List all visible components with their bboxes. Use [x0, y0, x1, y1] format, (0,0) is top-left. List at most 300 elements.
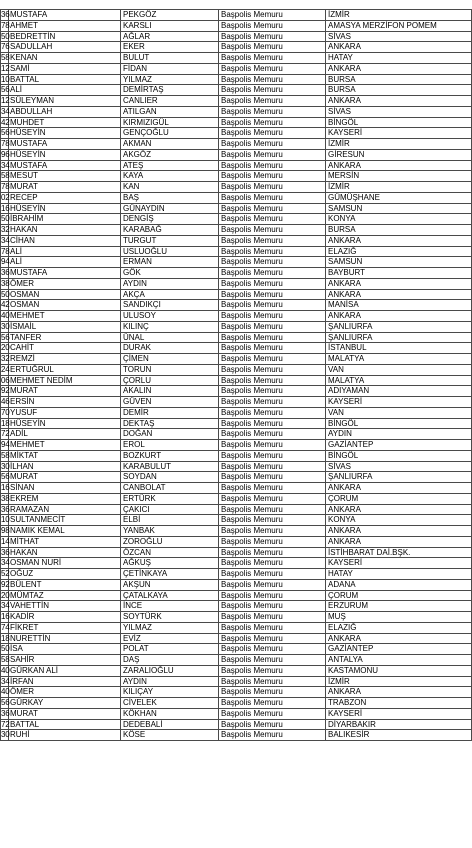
last-name-cell: ÇORLU — [121, 375, 219, 386]
table-row — [1, 63, 472, 74]
table-row — [1, 397, 472, 408]
row-id-cell: 56 — [1, 332, 10, 342]
first-name-cell: CİHAN — [9, 235, 121, 246]
rank-cell: Başpolis Memuru — [219, 343, 326, 354]
row-id-cell: 58 — [1, 450, 10, 460]
unit-cell: GAZİANTEP — [326, 440, 472, 451]
rank-cell: Başpolis Memuru — [219, 450, 326, 461]
unit-cell: ADIYAMAN — [326, 386, 472, 397]
first-name-cell: SAHİR — [9, 655, 121, 666]
table-row — [1, 386, 472, 397]
row-id-cell: 06 — [1, 375, 10, 385]
rank-cell: Başpolis Memuru — [219, 461, 326, 472]
unit-cell: ANKARA — [326, 160, 472, 171]
unit-cell: GİRESUN — [326, 149, 472, 160]
unit-cell: ADANA — [326, 579, 472, 590]
unit-cell: MUŞ — [326, 612, 472, 623]
first-name-cell: HAKAN — [9, 547, 121, 558]
unit-cell: ANKARA — [326, 278, 472, 289]
row-id-cell: 12 — [1, 96, 10, 105]
row-id-cell: 32 — [1, 354, 10, 363]
unit-cell: KAYSERİ — [326, 397, 472, 408]
unit-cell: BURSA — [326, 85, 472, 96]
row-id-cell: 34 — [1, 106, 10, 116]
row-id-cell: 34 — [1, 558, 10, 568]
rank-cell: Başpolis Memuru — [219, 386, 326, 397]
row-id-cell: 34 — [1, 160, 10, 170]
row-id-cell: 18 — [1, 418, 10, 428]
last-name-cell: SANDIKÇI — [121, 300, 219, 311]
first-name-cell: BÜLENT — [9, 579, 121, 590]
unit-cell: KONYA — [326, 515, 472, 526]
rank-cell: Başpolis Memuru — [219, 311, 326, 322]
first-name-cell: ABDULLAH — [9, 106, 121, 117]
first-name-cell: BATTAL — [9, 719, 121, 730]
unit-cell: ÇORUM — [326, 590, 472, 601]
table-row — [1, 536, 472, 547]
table-row — [1, 730, 472, 741]
row-id-cell: 46 — [1, 397, 10, 406]
rank-cell: Başpolis Memuru — [219, 289, 326, 300]
table-row — [1, 300, 472, 311]
row-id-cell: 30 — [1, 730, 10, 740]
unit-cell: ANKARA — [326, 42, 472, 53]
last-name-cell: AYDIN — [121, 278, 219, 289]
rank-cell: Başpolis Memuru — [219, 139, 326, 150]
unit-cell: ŞANLIURFA — [326, 321, 472, 332]
table-row — [1, 579, 472, 590]
last-name-cell: CANLIER — [121, 96, 219, 107]
unit-cell: BALIKESİR — [326, 730, 472, 741]
table-row — [1, 257, 472, 268]
unit-cell: ANKARA — [326, 311, 472, 322]
last-name-cell: EKER — [121, 42, 219, 53]
unit-cell: ANKARA — [326, 526, 472, 537]
first-name-cell: MEHMET — [9, 311, 121, 322]
table-row — [1, 128, 472, 139]
first-name-cell: RUHİ — [9, 730, 121, 741]
row-id-cell: 20 — [1, 590, 10, 600]
first-name-cell: OĞUZ — [9, 569, 121, 580]
rank-cell: Başpolis Memuru — [219, 63, 326, 74]
unit-cell: BAYBURT — [326, 268, 472, 279]
rank-cell: Başpolis Memuru — [219, 364, 326, 375]
unit-cell: HATAY — [326, 53, 472, 64]
row-id-cell: 42 — [1, 117, 10, 127]
first-name-cell: ALİ — [9, 257, 121, 268]
row-id-cell: 32 — [1, 225, 10, 234]
row-id-cell: 52 — [1, 569, 10, 578]
first-name-cell: CAHİT — [9, 343, 121, 354]
first-name-cell: MUSTAFA — [9, 139, 121, 150]
rank-cell: Başpolis Memuru — [219, 515, 326, 526]
first-name-cell: ÖMER — [9, 278, 121, 289]
row-id-cell: 70 — [1, 407, 10, 417]
first-name-cell: TANFER — [9, 332, 121, 343]
first-name-cell: MUSTAFA — [9, 160, 121, 171]
table-row — [1, 278, 472, 289]
table-row — [1, 472, 472, 483]
last-name-cell: ÇİMEN — [121, 354, 219, 365]
first-name-cell: MESUT — [9, 171, 121, 182]
last-name-cell: KARSLI — [121, 20, 219, 31]
last-name-cell: ERMAN — [121, 257, 219, 268]
row-id-cell: 58 — [1, 655, 10, 664]
unit-cell: MERSİN — [326, 171, 472, 182]
table-row — [1, 192, 472, 203]
last-name-cell: AKŞUN — [121, 579, 219, 590]
table-row — [1, 203, 472, 214]
row-id-cell: 56 — [1, 128, 10, 138]
rank-cell: Başpolis Memuru — [219, 85, 326, 96]
first-name-cell: NURETTİN — [9, 633, 121, 644]
row-id-cell: 16 — [1, 203, 10, 213]
first-name-cell: İBRAHİM — [9, 214, 121, 225]
unit-cell: ANKARA — [326, 289, 472, 300]
last-name-cell: EVİZ — [121, 633, 219, 644]
rank-cell: Başpolis Memuru — [219, 579, 326, 590]
row-id-cell: 40 — [1, 311, 10, 320]
unit-cell: BİNGÖL — [326, 450, 472, 461]
last-name-cell: ERTÜRK — [121, 493, 219, 504]
table-row — [1, 504, 472, 515]
rank-cell: Başpolis Memuru — [219, 526, 326, 537]
last-name-cell: BOZKURT — [121, 450, 219, 461]
row-id-cell: 34 — [1, 676, 10, 686]
unit-cell: MALATYA — [326, 375, 472, 386]
row-id-cell: 78 — [1, 20, 10, 30]
row-id-cell: 58 — [1, 171, 10, 181]
row-id-cell: 50 — [1, 644, 10, 654]
last-name-cell: KILIÇAY — [121, 687, 219, 698]
row-id-cell: 78 — [1, 139, 10, 148]
table-row — [1, 655, 472, 666]
last-name-cell: GÜNAYDIN — [121, 203, 219, 214]
rank-cell: Başpolis Memuru — [219, 149, 326, 160]
unit-cell: KAYSERİ — [326, 558, 472, 569]
unit-cell: ANKARA — [326, 633, 472, 644]
unit-cell: ANKARA — [326, 96, 472, 107]
row-id-cell: 94 — [1, 257, 10, 267]
rank-cell: Başpolis Memuru — [219, 665, 326, 676]
rank-cell: Başpolis Memuru — [219, 300, 326, 311]
rank-cell: Başpolis Memuru — [219, 53, 326, 64]
table-row — [1, 622, 472, 633]
row-id-cell: 36 — [1, 547, 10, 557]
row-id-cell: 72 — [1, 719, 10, 729]
last-name-cell: KÖSE — [121, 730, 219, 741]
row-id-cell: 10 — [1, 515, 10, 525]
last-name-cell: DAŞ — [121, 655, 219, 666]
first-name-cell: ÖMER — [9, 687, 121, 698]
row-id-cell: 30 — [1, 321, 10, 331]
unit-cell: MANİSA — [326, 300, 472, 311]
last-name-cell: CANBOLAT — [121, 483, 219, 494]
row-id-cell: 14 — [1, 536, 10, 546]
last-name-cell: DEKTAŞ — [121, 418, 219, 429]
last-name-cell: TORUN — [121, 364, 219, 375]
table-row — [1, 289, 472, 300]
first-name-cell: MUHDET — [9, 117, 121, 128]
rank-cell: Başpolis Memuru — [219, 440, 326, 451]
first-name-cell: GÜRKAN ALİ — [9, 665, 121, 676]
unit-cell: AYDIN — [326, 429, 472, 440]
table-row — [1, 96, 472, 107]
first-name-cell: SÜLEYMAN — [9, 96, 121, 107]
row-id-cell: 50 — [1, 31, 10, 41]
rank-cell: Başpolis Memuru — [219, 655, 326, 666]
unit-cell: VAN — [326, 364, 472, 375]
last-name-cell: KIRMIZIGÜL — [121, 117, 219, 128]
table-row — [1, 332, 472, 343]
last-name-cell: AKGÖZ — [121, 149, 219, 160]
unit-cell: ŞANLIURFA — [326, 332, 472, 343]
last-name-cell: DEDEBALİ — [121, 719, 219, 730]
rank-cell: Başpolis Memuru — [219, 698, 326, 709]
table-row — [1, 235, 472, 246]
last-name-cell: AKALIN — [121, 386, 219, 397]
first-name-cell: AHMET — [9, 20, 121, 31]
last-name-cell: POLAT — [121, 644, 219, 655]
rank-cell: Başpolis Memuru — [219, 418, 326, 429]
unit-cell: ANKARA — [326, 483, 472, 494]
last-name-cell: ULUSOY — [121, 311, 219, 322]
rank-cell: Başpolis Memuru — [219, 214, 326, 225]
row-id-cell: 34 — [1, 235, 10, 245]
table-row — [1, 407, 472, 418]
first-name-cell: HÜSEYİN — [9, 149, 121, 160]
rank-cell: Başpolis Memuru — [219, 203, 326, 214]
last-name-cell: KAN — [121, 182, 219, 193]
table-row — [1, 644, 472, 655]
last-name-cell: KÖKHAN — [121, 708, 219, 719]
first-name-cell: HÜSEYİN — [9, 128, 121, 139]
last-name-cell: AĞKUŞ — [121, 558, 219, 569]
last-name-cell: BULUT — [121, 53, 219, 64]
table-row — [1, 526, 472, 537]
unit-cell: İZMİR — [326, 10, 472, 21]
unit-cell: ANTALYA — [326, 655, 472, 666]
last-name-cell: USLUOĞLU — [121, 246, 219, 257]
personnel-list-sheet — [0, 9, 471, 741]
rank-cell: Başpolis Memuru — [219, 278, 326, 289]
first-name-cell: MURAT — [9, 386, 121, 397]
rank-cell: Başpolis Memuru — [219, 429, 326, 440]
rank-cell: Başpolis Memuru — [219, 483, 326, 494]
rank-cell: Başpolis Memuru — [219, 354, 326, 365]
unit-cell: SAMSUN — [326, 203, 472, 214]
unit-cell: TRABZON — [326, 698, 472, 709]
rank-cell: Başpolis Memuru — [219, 106, 326, 117]
unit-cell: ERZURUM — [326, 601, 472, 612]
first-name-cell: RAMAZAN — [9, 504, 121, 515]
table-row — [1, 139, 472, 150]
rank-cell: Başpolis Memuru — [219, 160, 326, 171]
row-id-cell: 34 — [1, 601, 10, 611]
table-row — [1, 633, 472, 644]
rank-cell: Başpolis Memuru — [219, 235, 326, 246]
table-row — [1, 558, 472, 569]
first-name-cell: OSMAN — [9, 289, 121, 300]
unit-cell: BİNGÖL — [326, 418, 472, 429]
table-row — [1, 214, 472, 225]
unit-cell: KASTAMONU — [326, 665, 472, 676]
row-id-cell: 36 — [1, 708, 10, 718]
row-id-cell: 98 — [1, 526, 10, 535]
unit-cell: İSTANBUL — [326, 343, 472, 354]
row-id-cell: 96 — [1, 149, 10, 159]
table-row — [1, 149, 472, 160]
first-name-cell: MUSTAFA — [9, 10, 121, 21]
row-id-cell: 38 — [1, 493, 10, 503]
last-name-cell: DOĞAN — [121, 429, 219, 440]
table-row — [1, 676, 472, 687]
table-row — [1, 117, 472, 128]
last-name-cell: GENÇOĞLU — [121, 128, 219, 139]
rank-cell: Başpolis Memuru — [219, 708, 326, 719]
row-id-cell: 40 — [1, 665, 10, 675]
rank-cell: Başpolis Memuru — [219, 397, 326, 408]
rank-cell: Başpolis Memuru — [219, 472, 326, 483]
first-name-cell: MİKTAT — [9, 450, 121, 461]
rank-cell: Başpolis Memuru — [219, 569, 326, 580]
unit-cell: BURSA — [326, 225, 472, 236]
table-row — [1, 364, 472, 375]
table-row — [1, 85, 472, 96]
row-id-cell: 30 — [1, 461, 10, 471]
rank-cell: Başpolis Memuru — [219, 536, 326, 547]
unit-cell: KAYSERİ — [326, 128, 472, 139]
first-name-cell: İSMAİL — [9, 321, 121, 332]
last-name-cell: ZARALIOĞLU — [121, 665, 219, 676]
first-name-cell: İSA — [9, 644, 121, 655]
rank-cell: Başpolis Memuru — [219, 407, 326, 418]
table-row — [1, 569, 472, 580]
unit-cell: İZMİR — [326, 676, 472, 687]
last-name-cell: YANBAK — [121, 526, 219, 537]
row-id-cell: 72 — [1, 429, 10, 439]
last-name-cell: GÜVEN — [121, 397, 219, 408]
last-name-cell: DENGİŞ — [121, 214, 219, 225]
last-name-cell: KAYA — [121, 171, 219, 182]
first-name-cell: NAMIK KEMAL — [9, 526, 121, 537]
row-id-cell: 40 — [1, 687, 10, 697]
unit-cell: ANKARA — [326, 63, 472, 74]
first-name-cell: BEDRETTİN — [9, 31, 121, 42]
table-row — [1, 31, 472, 42]
unit-cell: GÜMÜŞHANE — [326, 192, 472, 203]
row-id-cell: 92 — [1, 386, 10, 396]
rank-cell: Başpolis Memuru — [219, 687, 326, 698]
row-id-cell: 16 — [1, 612, 10, 621]
table-row — [1, 687, 472, 698]
table-row — [1, 321, 472, 332]
row-id-cell: 78 — [1, 246, 10, 256]
last-name-cell: AYDIN — [121, 676, 219, 687]
table-row — [1, 547, 472, 558]
last-name-cell: KILINÇ — [121, 321, 219, 332]
unit-cell: ANKARA — [326, 687, 472, 698]
unit-cell: İZMİR — [326, 182, 472, 193]
table-row — [1, 268, 472, 279]
first-name-cell: HÜSEYİN — [9, 203, 121, 214]
last-name-cell: GÖK — [121, 268, 219, 279]
row-id-cell: 12 — [1, 63, 10, 73]
row-id-cell: 56 — [1, 698, 10, 707]
row-id-cell: 42 — [1, 300, 10, 310]
rank-cell: Başpolis Memuru — [219, 246, 326, 257]
table-row — [1, 461, 472, 472]
rank-cell: Başpolis Memuru — [219, 268, 326, 279]
table-row — [1, 590, 472, 601]
last-name-cell: PEKGÖZ — [121, 10, 219, 21]
table-row — [1, 450, 472, 461]
first-name-cell: KADİR — [9, 612, 121, 623]
rank-cell: Başpolis Memuru — [219, 644, 326, 655]
first-name-cell: MURAT — [9, 708, 121, 719]
rank-cell: Başpolis Memuru — [219, 182, 326, 193]
last-name-cell: ÇATALKAYA — [121, 590, 219, 601]
rank-cell: Başpolis Memuru — [219, 192, 326, 203]
unit-cell: SİVAS — [326, 461, 472, 472]
row-id-cell: 58 — [1, 53, 10, 62]
table-row — [1, 483, 472, 494]
unit-cell: ANKARA — [326, 536, 472, 547]
rank-cell: Başpolis Memuru — [219, 730, 326, 741]
first-name-cell: ADİL — [9, 429, 121, 440]
first-name-cell: VAHETTİN — [9, 601, 121, 612]
row-id-cell: 56 — [1, 472, 10, 482]
first-name-cell: GÜRKAY — [9, 698, 121, 709]
table-row — [1, 74, 472, 85]
first-name-cell: KENAN — [9, 53, 121, 64]
first-name-cell: İRFAN — [9, 676, 121, 687]
rank-cell: Başpolis Memuru — [219, 590, 326, 601]
first-name-cell: MEHMET NEDİM — [9, 375, 121, 386]
unit-cell: BURSA — [326, 74, 472, 85]
row-id-cell: 18 — [1, 633, 10, 643]
table-row — [1, 708, 472, 719]
rank-cell: Başpolis Memuru — [219, 42, 326, 53]
first-name-cell: SADULLAH — [9, 42, 121, 53]
last-name-cell: DURAK — [121, 343, 219, 354]
last-name-cell: DEMİR — [121, 407, 219, 418]
unit-cell: AMASYA MERZİFON POMEM — [326, 20, 472, 31]
rank-cell: Başpolis Memuru — [219, 117, 326, 128]
first-name-cell: SAMİ — [9, 63, 121, 74]
row-id-cell: 38 — [1, 278, 10, 288]
unit-cell: GAZİANTEP — [326, 644, 472, 655]
row-id-cell: 74 — [1, 622, 10, 632]
row-id-cell: 56 — [1, 85, 10, 95]
first-name-cell: OSMAN NURİ — [9, 558, 121, 569]
row-id-cell: 10 — [1, 74, 10, 84]
rank-cell: Başpolis Memuru — [219, 225, 326, 236]
row-id-cell: 16 — [1, 483, 10, 492]
table-row — [1, 171, 472, 182]
first-name-cell: HÜSEYİN — [9, 418, 121, 429]
table-row — [1, 601, 472, 612]
first-name-cell: ERTUĞRUL — [9, 364, 121, 375]
personnel-table-body — [1, 10, 472, 741]
unit-cell: ŞANLIURFA — [326, 472, 472, 483]
row-id-cell: 50 — [1, 214, 10, 224]
table-row — [1, 42, 472, 53]
first-name-cell: ERSİN — [9, 397, 121, 408]
table-row — [1, 343, 472, 354]
unit-cell: ANKARA — [326, 235, 472, 246]
first-name-cell: REMZİ — [9, 354, 121, 365]
